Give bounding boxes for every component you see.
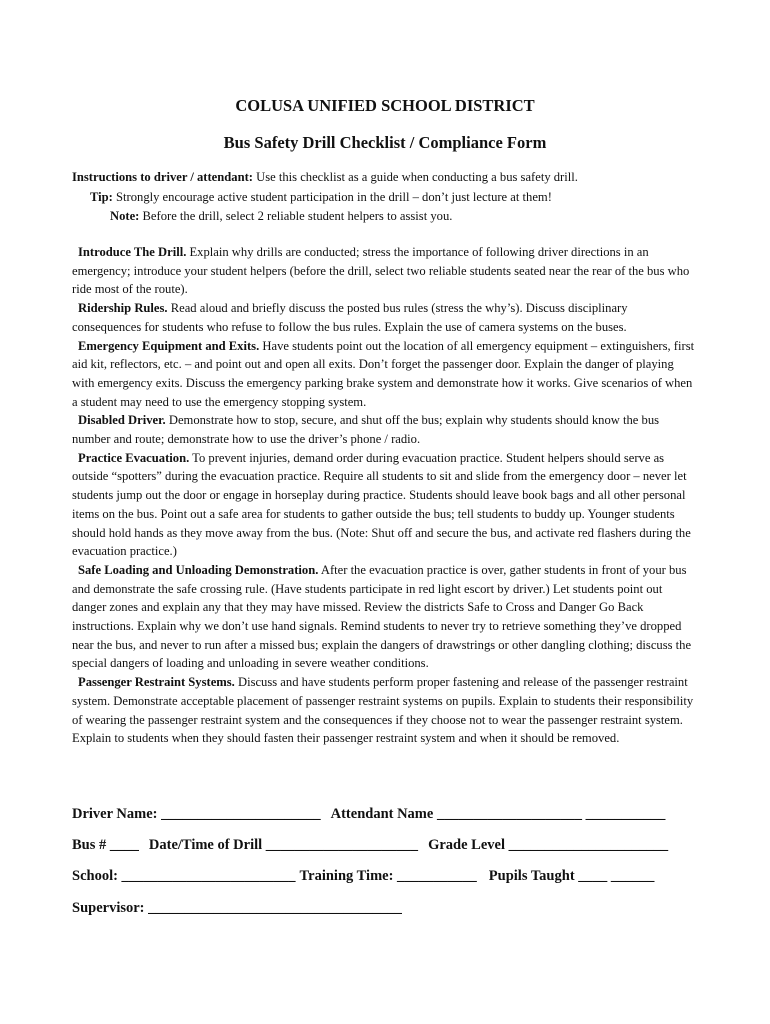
school-field[interactable]: School: ________________________ [72,868,296,884]
field-row-names [72,806,665,823]
section-emergency-equipment [72,337,699,412]
note-label: Note: [110,209,140,223]
section-heading: Ridership Rules. [78,301,168,316]
section-heading: Safe Loading and Unloading Demonstration. [78,562,319,577]
bus-number-field[interactable]: Bus # ____ [72,837,139,853]
note-line [72,207,712,227]
section-heading: Emergency Equipment and Exits. [78,338,260,353]
supervisor-field[interactable]: Supervisor: ___________________________________ [72,900,402,916]
field-row-supervisor [72,900,402,917]
field-row-school [72,868,654,885]
section-introduce-drill [72,243,699,299]
section-text: Discuss and have students perform proper fastening and release of the passenger restraint system. Demonstrate acceptable placement of passenger restraint systems on pupils. Explain to students their responsibility of wearing the passenger restraint system and the consequences if they choose not to wear the passenger restraint system. Explain to students when they should fasten their passenger restraint system and when it should be removed. [72,675,694,746]
section-heading: Disabled Driver. [78,413,166,428]
section-text: Have students point out the location of all emergency equipment – extinguishers, first aid kit, reflectors, etc. – and point out and open all exits. Don’t forget the passenger door. Explain the danger of playing with emergency exits. Discuss the emergency parking brake system and demonstrate how it works. Give scenarios of when a student may need to use the emergency stopping system. [72,338,695,409]
instructions-line [72,168,712,188]
section-text: Read aloud and briefly discuss the posted bus rules (stress the why’s). Discuss disciplinary consequences for students who refuse to follow the bus rules. Explain the use of camera systems on the buses. [72,301,628,334]
form-title: Bus Safety Drill Checklist / Compliance Form [223,133,547,152]
section-text: To prevent injuries, demand order during evacuation practice. Student helpers should serve as outside “spotters” during the evacuation practice. Require all students to sit and slide from the emergency door – never let students jump out the door or engage in horseplay during practice. Students should leave book bags and all other personal items on the bus. Point out a safe area for students to gather outside the bus; tell students to buddy up. Younger students should hold hands as they move away from the bus. (Note: Shut off and secure the bus, and activate red flashers during the evacuation practice.) [72,450,691,559]
tip-label: Tip: [90,189,113,204]
tip-line [72,188,712,208]
grade-level-field[interactable]: Grade Level ______________________ [428,837,669,853]
checklist-body [72,243,699,748]
section-heading: Passenger Restraint Systems. [78,675,235,690]
section-text: Demonstrate how to stop, secure, and shut off the bus; explain why students should know the bus number and route; demonstrate how to use the driver’s phone / radio. [72,413,660,447]
section-passenger-restraint [72,673,699,748]
district-name: COLUSA UNIFIED SCHOOL DISTRICT [235,96,535,115]
section-heading: Introduce The Drill. [78,245,187,259]
section-text: Explain why drills are conducted; stress the importance of following driver directions in an emergency; introduce your student helpers (before the drill, select two reliable students seated near the rear of the bus who ride most of the route). [72,245,690,297]
section-practice-evacuation [72,449,699,561]
note-text: Before the drill, select 2 reliable student helpers to assist you. [139,209,453,223]
driver-name-field[interactable]: Driver Name: ______________________ [72,806,321,822]
section-ridership-rules [72,299,699,336]
section-heading: Practice Evacuation. [78,450,190,465]
pupils-taught-field[interactable]: Pupils Taught ____ ______ [488,868,655,884]
section-safe-loading [72,561,699,673]
section-text: After the evacuation practice is over, gather students in front of your bus and demonstrate the safe crossing rule. (Have students participate in red light escort by driver.) Let students point out danger zones and explain any that they may have missed. Review the districts Safe to Cross and Danger Go Back instructions. Explain why we don’t use hand signals. Remind students to never try to retrieve something they’ve dropped near the bus, and never to run after a missed bus; explain the dangers of drawstrings or other dangling clothing; discuss the special dangers of loading and unloading in severe weather conditions. [72,562,692,671]
section-disabled-driver [72,411,699,448]
date-time-field[interactable]: Date/Time of Drill _____________________ [148,837,419,853]
field-row-bus [72,837,668,854]
instructions-label: Instructions to driver / attendant: [72,170,253,184]
tip-text: Strongly encourage active student participation in the drill – don’t just lecture at them! [112,189,552,204]
attendant-name-field[interactable]: Attendant Name ____________________ ___________ [330,806,666,822]
instructions-text: Use this checklist as a guide when conducting a bus safety drill. [252,170,578,184]
training-time-field[interactable]: Training Time: ___________ [299,868,477,884]
instructions-block [72,168,712,227]
